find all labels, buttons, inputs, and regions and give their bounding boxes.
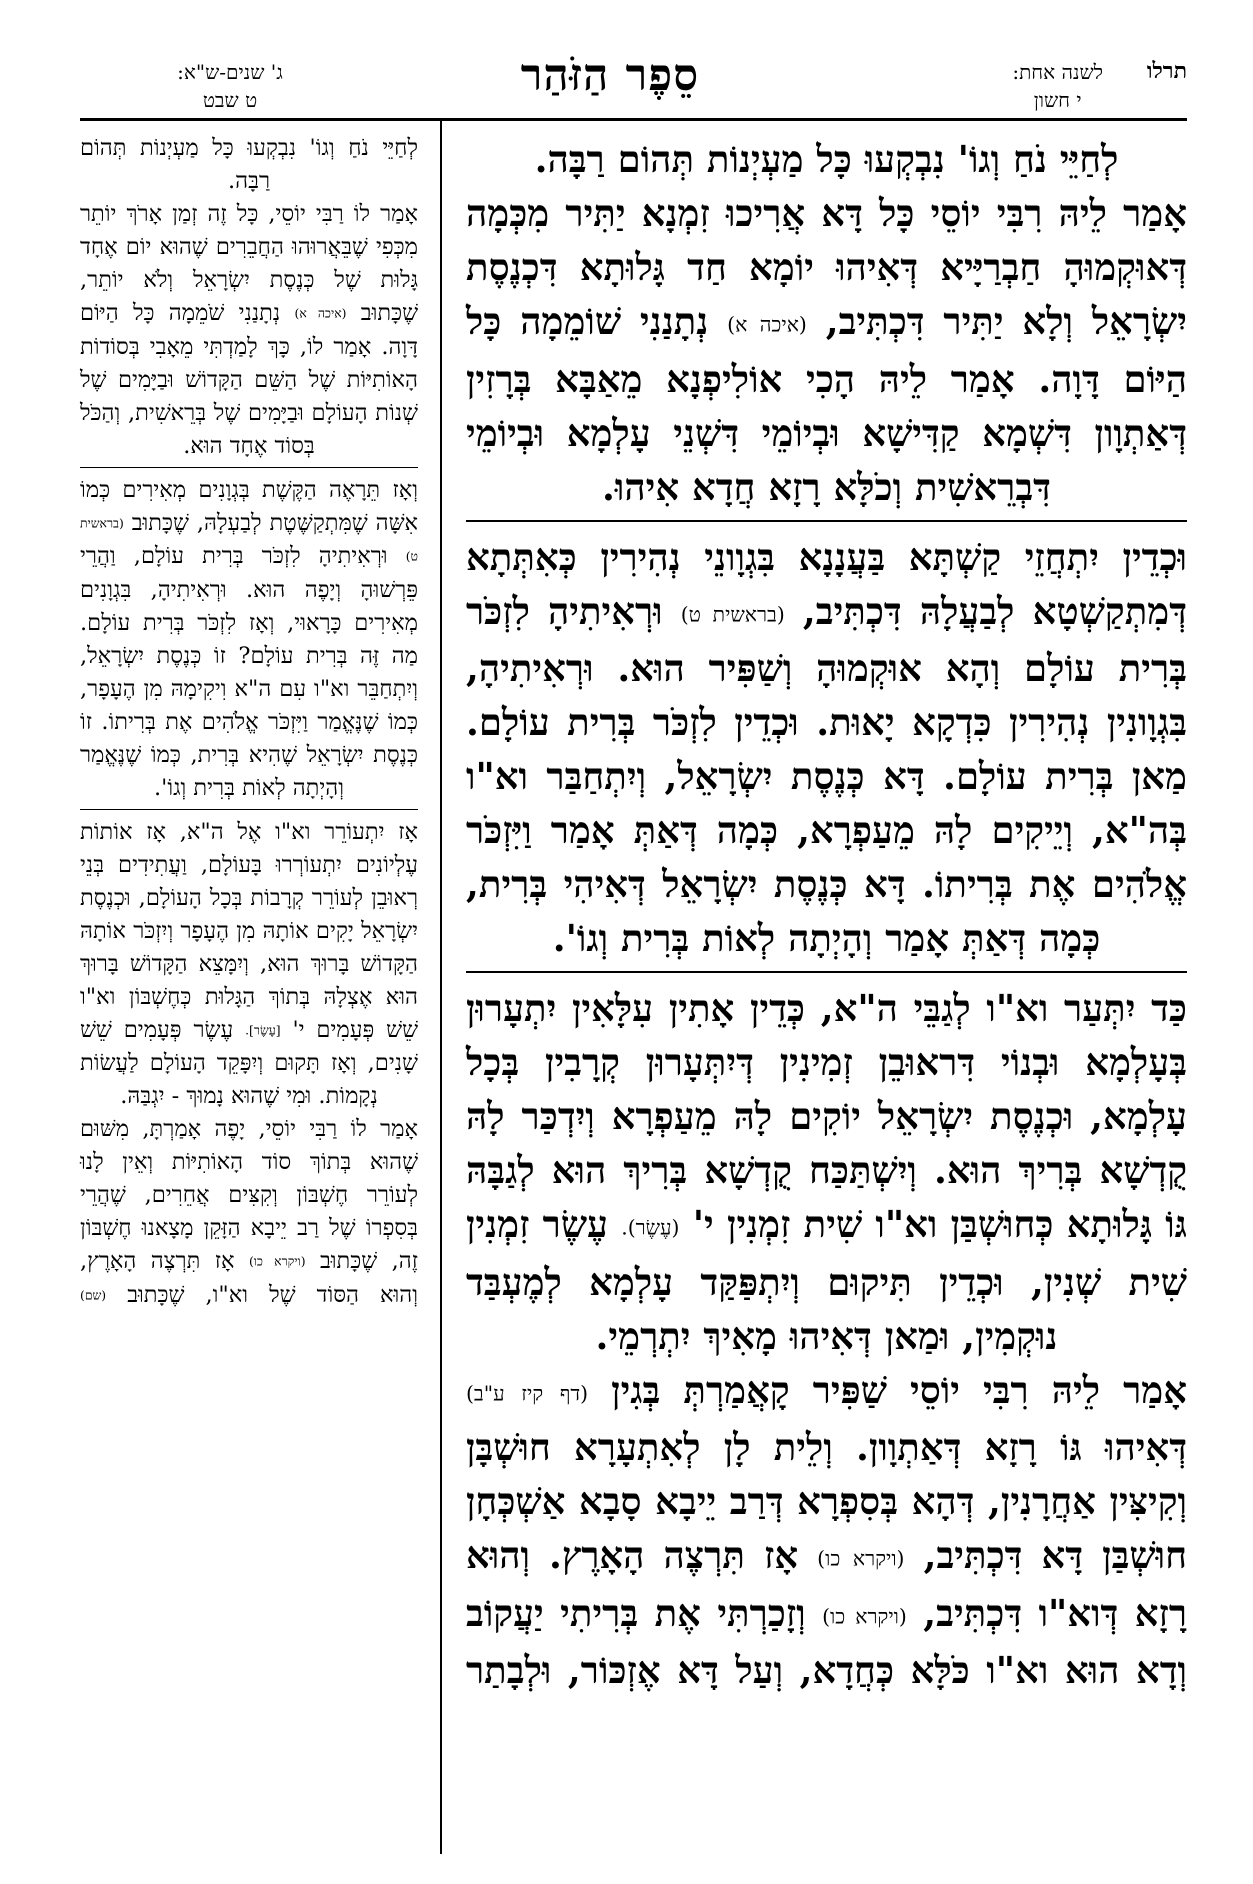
- main-paragraph-3-text-b: וּרְאִיתִיהָ לִזְכֹּר בְּרִית עוֹלָם וְהָא אוּקְמוּהָ וְשַׁפִּיר הוּא. וּרְאִיתִיהָ, בִּגְוָונִין נְהִירִין כִּדְקָא יָאוּת. וּכְדֵין לִזְכֹּר בְּרִית עוֹלָם. מַאן בְּרִית עוֹלָם. דָּא כְּנֶסֶת יִשְׂרָאֵל, וְיִתְחַבַּר וא"ו בְּה"א, וְיֵיקִים לָהּ מֵעַפְרָא, כְּמָה דְּאַתְּ אָמַר וַיִּזְכֹּר אֱלֹהִים אֶת בְּרִיתוֹ. דָּא כְּנֶסֶת יִשְׂרָאֵל דְּאִיהִי בְּרִית, כְּמָה דְּאַתְּ אָמַר וְהָיְתָה לְאוֹת בְּרִית וְגוֹ'.: [466, 588, 1187, 960]
- page-title: סֵפֶר הַזֹּהַר: [520, 50, 700, 101]
- paragraph-separator: [466, 971, 1187, 973]
- side-paragraph-3: [80, 474, 418, 805]
- source-reference: (בראשית ט): [80, 516, 418, 564]
- side-paragraph-4-text-b: עֶשֶׂר פְּעָמִים שֵׁשׁ שָׁנִים, וְאָז תָּקוּם וְיִפָּקֵד הָעוֹלָם לַעֲשׂוֹת נְקָמוֹת. וּמִי שֶׁהוּא נָמוּךְ - יִגְבַּהּ.: [80, 1016, 418, 1109]
- side-paragraph-2-text-a: אָמַר לוֹ רַבִּי יוֹסֵי, כָּל זֶה זְמַן אָרֹךְ יוֹתֵר מִכְּפִי שֶׁבֵּאֲרוּהוּ הַחֲבֵרִים שֶׁהוּא יוֹם אֶחָד גָּלוּת שֶׁל כְּנֶסֶת יִשְׂרָאֵל וְלֹא יוֹתֵר, שֶׁכָּתוּב: [80, 201, 419, 326]
- main-paragraph-2-text-b: נְתָנַנִי שׁוֹמֵמָה כָּל הַיּוֹם דָּוָה. אָמַר לֵיהּ הָכִי אוֹלִיפְנָא מֵאַבָּא בְּרָזִין דְּאַתְוָון דִּשְׁמָא קַדִּישָׁא וּבְיוֹמֵי דִּשְׁנֵי עָלְמָא וּבְיוֹמֵי דִּבְרֵאשִׁית וְכֹלָּא רָזָא חֲדָא אִיהוּ.: [466, 299, 1187, 509]
- main-paragraph-5-text-a: אָמַר לֵיהּ רִבִּי יוֹסֵי שַׁפִּיר קָאֲמַרְתְּ בְּגִין: [611, 1367, 1187, 1412]
- source-reference: (איכה א): [727, 312, 807, 337]
- main-paragraph-5-text-b: דְּאִיהוּ גּוֹ רָזָא דְּאַתְוָון. וְלֵית לָן לְאִתְעָרָא חוּשְׁבָּן וְקִיצִּין אַחֲרָנִין, דְּהָא בְּסִפְרָא דְּרַב יֵיבָא סָבָא אַשְׁכְּחָן חוּשְׁבַּן דָּא דִּכְתִּיב,: [466, 1425, 1187, 1577]
- main-paragraph-2-text-a: אָמַר לֵיהּ רִבִּי יוֹסֵי כָּל דָּא אֲרִיכוּ זִמְנָא יַתִּיר מִכְּמָה דְּאוּקְמוּהָ חַבְרַיָּיא דְּאִיהוּ יוֹמָא חַד גָּלוּתָא דִּכְנֶסֶת יִשְׂרָאֵל וְלָא יַתִּיר דִּכְתִּיב,: [466, 191, 1187, 343]
- side-paragraph-5: [80, 1113, 418, 1312]
- side-paragraph-5-text-b: אָז תִּרְצֶה הָאָרֶץ, וְהוּא הַסּוֹד שֶׁל וא"ו, שֶׁכָּתוּב: [80, 1248, 418, 1308]
- header-right-label: [1012, 58, 1103, 114]
- side-paragraph-1-text: לְחַיֵּי נֹחַ וְגוֹ' נִבְקְעוּ כָּל מַעְיְנוֹת תְּהוֹם רַבָּה.: [80, 135, 418, 194]
- source-reference: (ויקרא כו): [822, 1604, 907, 1628]
- paragraph-separator: [80, 809, 418, 810]
- side-paragraph-1: [80, 132, 418, 198]
- side-paragraph-3-text-b: וּרְאִיתִיהָ לִזְכֹּר בְּרִית עוֹלָם, וַהֲרֵי פֵּרְשׁוּהָ וְיָפֶה הוּא. וּרְאִיתִיהָ, בִּגְוָנִים מְאִירִים כָּרָאוּי, וְאָז לִזְכֹּר בְּרִית עוֹלָם. מַה זֶּה בְּרִית עוֹלָם? זוֹ כְּנֶסֶת יִשְׂרָאֵל, וְיִתְחַבֵּר וא"ו עִם ה"א וִיקִימָהּ מִן הֶעָפָר, כְּמוֹ שֶׁנֶּאֱמַר וַיִּזְכֹּר אֱלֹהִים אֶת בְּרִיתוֹ. זוֹ כְּנֶסֶת יִשְׂרָאֵל שֶׁהִיא בְּרִית, כְּמוֹ שֶׁנֶּאֱמַר וְהָיְתָה לְאוֹת בְּרִית וְגוֹ'.: [80, 543, 418, 801]
- main-paragraph-4-text-b: עֶשֶׂר זִמְנִין שִׁית שְׁנִין, וּכְדֵין תִּיקוּם וְיִתְפַּקַּד עָלְמָא לְמֶעְבַּד נוּקְמִין, וּמַאן דְּאִיהוּ מָאִיךְ יִתְרְמֵי.: [466, 1202, 1187, 1358]
- side-paragraph-2: [80, 198, 418, 463]
- column-divider: [440, 118, 442, 1854]
- source-reference: (שם): [80, 1288, 107, 1302]
- side-paragraph-3-text-a: וְאָז תֵּרָאֶה הַקֶּשֶׁת בְּגְוָנִים מְאִירִים כְּמוֹ אִשָּׁה שֶׁמִּתְקַשֶּׁטֶת לְבַעְלָהּ, שֶׁכָּתוּב: [80, 476, 419, 536]
- main-paragraph-5-text-c: אָז תִּרְצֶה הָאָרֶץ. וְהוּא רָזָא דְּוא"ו דִּכְתִּיב,: [466, 1533, 1188, 1635]
- source-reference: (ויקרא כו): [817, 1546, 905, 1571]
- main-paragraph-3: [466, 530, 1187, 966]
- header-rule: [80, 118, 1187, 121]
- main-paragraph-5-text-d: וְזָכַרְתִּי אֶת בְּרִיתִי יַעֲקוֹב וְדָא הוּא וא"ו כֹּלָּא כְּחֲדָא, וְעַל דָּא אֶזְכּוֹר, וּלְבָתַר: [466, 1590, 1187, 1692]
- source-reference: (ויקרא כו): [248, 1254, 306, 1269]
- header-right-label-line1: לשנה אחת:: [1012, 60, 1103, 84]
- paragraph-separator: [466, 520, 1187, 522]
- source-reference: [עֶשֶׂר].: [245, 1023, 281, 1037]
- header-left-label: [80, 58, 380, 114]
- main-paragraph-4-text-a: כַּד יִתְּעַר וא"ו לְגַבֵּי ה"א, כְּדֵין אָתִין עִלָּאִין יִתְעָרוּן בְּעָלְמָא וּבְנוֹי דִּראוּבֵן זְמִינִין דְּיִתְּעָרוּן קְרָבִין בְּכָל עָלְמָא, וּכְנֶסֶת יִשְׂרָאֵל יוֹקִים לָהּ מֵעַפְרָא וְיִדְכַּר לָהּ קֻדְשָׁא בְּרִיךְ הוּא. וְיִשְׁתַּכַּח קֻדְשָׁא בְּרִיךְ הוּא לְגַבָּהּ גּוֹ גָּלוּתָא כְּחוּשְׁבַּן וא"ו שִׁית זִמְנִין י': [466, 986, 1187, 1246]
- main-paragraph-1: [466, 132, 1187, 186]
- source-reference: (עֶשֶׂר).: [621, 1215, 680, 1240]
- main-paragraph-2: [466, 186, 1187, 514]
- source-reference: (איכה א): [294, 306, 347, 321]
- main-text-column: [466, 132, 1187, 1852]
- main-paragraph-4: [466, 981, 1187, 1363]
- header-left-label-line1: ג' שנים-ש"א:: [177, 60, 283, 84]
- side-paragraph-5-text-a: אָמַר לוֹ רַבִּי יוֹסֵי, יָפֶה אָמַרְתָּ, מִשּׁוּם שֶׁהוּא בְּתוֹךְ סוֹד הָאוֹתִיּוֹת וְאֵין לָנוּ לְעוֹרֵר חֶשְׁבּוֹן וְקִצִּים אֲחֵרִים, שֶׁהֲרֵי בְּסִפְרוֹ שֶׁל רַב יֵיבָא הַזָּקֵן מָצָאנוּ חֶשְׁבּוֹן זֶה, שֶׁכָּתוּב: [80, 1116, 418, 1274]
- source-reference: (דף קיז ע"ב): [466, 1381, 589, 1405]
- header-right-label-line2: י חשון: [1033, 88, 1082, 112]
- side-paragraph-2-text-b: נְתָנַנִי שֹׁמֵמָה כָּל הַיּוֹם דָּוָה. אָמַר לוֹ, כָּךְ לָמַדְתִּי מֵאָבִי בְּסוֹדוֹת הָאוֹתִיּוֹת שֶׁל הַשֵּׁם הַקָּדוֹשׁ וּבַיָּמִים שֶׁל שְׁנוֹת הָעוֹלָם וּבַיָּמִים שֶׁל בְּרֵאשִׁית, וְהַכֹּל בְּסוֹד אֶחָד הוּא.: [80, 300, 418, 459]
- main-paragraph-5: [466, 1363, 1187, 1698]
- translation-column: [80, 132, 418, 1852]
- main-paragraph-3-text-a: וּכְדֵין יִתְחֲזֵי קַשְׁתָּא בַּעֲנָנָא בִּגְוָונֵי נְהִירִין כְּאִתְּתָא דְּמִתְקַשְׁטָא לְבַעֲלָהּ דִּכְתִּיב,: [466, 534, 1187, 633]
- page-number: תרלו: [1146, 58, 1187, 84]
- side-paragraph-4: [80, 816, 418, 1114]
- main-paragraph-1-text: לְחַיֵּי נֹחַ וְגוֹ' נִבְקְעוּ כָּל מַעְיְנוֹת תְּהוֹם רַבָּה.: [534, 137, 1119, 181]
- paragraph-separator: [80, 467, 418, 468]
- header-left-label-line2: ט שבט: [202, 88, 258, 112]
- side-paragraph-4-text-a: אָז יִתְעוֹרֵר וא"ו אֶל ה"א, אָז אוֹתוֹת עֶלְיוֹנִים יִתְעוֹרְרוּ בָּעוֹלָם, וַעֲתִידִים בְּנֵי רְאוּבֵן לְעוֹרֵר קְרָבוֹת בְּכָל הָעוֹלָם, וּכְנֶסֶת יִשְׂרָאֵל יָקִים אוֹתָהּ מִן הֶעָפָר וְיִזְכֹּר אוֹתָהּ הַקָּדוֹשׁ בָּרוּךְ הוּא, וְיִמָּצֵא הַקָּדוֹשׁ בָּרוּךְ הוּא אֶצְלָהּ בְּתוֹךְ הַגָּלוּת כְּחֶשְׁבּוֹן וא"ו שֵׁשׁ פְּעָמִים י': [80, 818, 419, 1043]
- source-reference: (בראשית ט): [680, 602, 785, 626]
